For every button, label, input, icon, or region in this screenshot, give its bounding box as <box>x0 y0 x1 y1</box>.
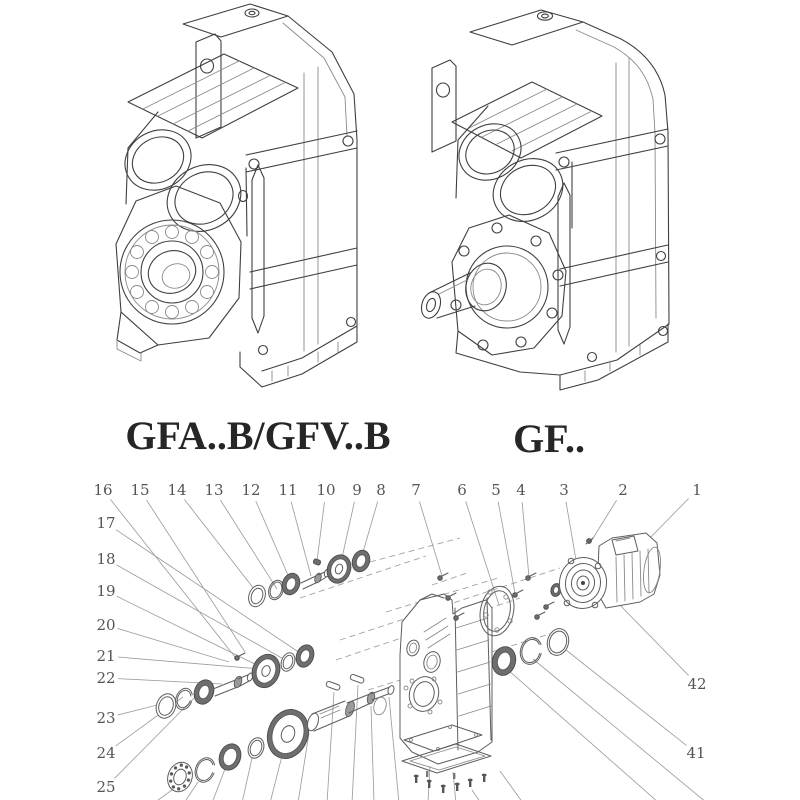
callout-number-10: 10 <box>316 481 336 499</box>
callout-number-3: 3 <box>559 481 569 499</box>
callout-number-42: 42 <box>687 675 707 693</box>
exploded-view <box>93 481 707 800</box>
leader-line-16 <box>110 499 235 657</box>
mounting-lug <box>432 60 456 152</box>
leader-line-41 <box>561 646 687 746</box>
leader-line-20 <box>117 628 229 662</box>
callout-number-7: 7 <box>411 481 421 499</box>
gearbox-drawing-gfab-gfv <box>114 4 357 387</box>
cutoff-leader-13 <box>500 771 523 800</box>
leader-line-10 <box>317 502 324 561</box>
filler-plug-icon <box>245 9 259 17</box>
callout-number-25: 25 <box>96 778 116 796</box>
callout-number-11: 11 <box>278 481 298 499</box>
end-cap-icon <box>246 583 269 609</box>
input-shaft-parts <box>246 548 373 609</box>
cover-bolts <box>414 771 487 793</box>
cutoff-leader-12 <box>472 790 481 800</box>
key-icon <box>326 681 341 691</box>
bearing-boss <box>116 186 241 345</box>
callout-number-20: 20 <box>96 616 116 634</box>
housing-body <box>400 594 492 764</box>
leader-line-18 <box>116 565 287 661</box>
cutoff-leader-0 <box>154 790 172 800</box>
cutoff-leader-8 <box>371 706 374 800</box>
model-label-right: GF.. <box>513 416 585 461</box>
cutoff-leader-9 <box>389 697 399 800</box>
gear-bore <box>155 152 252 244</box>
leader-line-5 <box>498 502 515 593</box>
key-icon <box>313 558 321 565</box>
hollow-shaft-bore <box>142 244 201 300</box>
callout-number-22: 22 <box>96 669 116 687</box>
ribbed-face <box>452 82 602 158</box>
output-flange <box>452 215 566 355</box>
callout-number-17: 17 <box>96 514 116 532</box>
flange-bolt-holes <box>451 223 563 350</box>
leader-line-11 <box>291 502 311 576</box>
callout-number-1: 1 <box>692 481 702 499</box>
callout-number-9: 9 <box>352 481 362 499</box>
shaft-hub <box>460 259 511 316</box>
top-flange <box>183 4 288 37</box>
cutoff-leader-3 <box>242 758 252 800</box>
callout-number-24: 24 <box>96 744 116 762</box>
leader-line-2 <box>590 500 617 543</box>
leader-line-42 <box>612 597 689 675</box>
leader-line-4 <box>522 502 529 577</box>
output-shaft-end <box>418 289 443 320</box>
gear-bore <box>449 113 531 191</box>
housing-exploded <box>400 594 492 764</box>
bolt-icon <box>235 656 240 661</box>
callout-number-21: 21 <box>96 647 116 665</box>
cutoff-leader-15 <box>507 669 659 800</box>
washer-icon <box>279 651 298 673</box>
callout-number-19: 19 <box>96 582 116 600</box>
key-icon <box>350 674 365 684</box>
leader-line-6 <box>466 501 499 605</box>
leader-line-13 <box>220 500 277 589</box>
callout-number-18: 18 <box>96 550 116 568</box>
bearing-rollers-icon <box>126 226 219 319</box>
callout-number-5: 5 <box>491 481 501 499</box>
motor <box>556 533 663 612</box>
callout-number-6: 6 <box>457 481 467 499</box>
cutoff-leader-4 <box>270 752 283 800</box>
leader-line-7 <box>419 501 442 576</box>
leader-line-3 <box>566 502 577 566</box>
callout-number-2: 2 <box>618 481 628 499</box>
spacer-ring-icon <box>245 736 266 761</box>
leader-line-14 <box>184 499 258 594</box>
callout-number-23: 23 <box>96 709 116 727</box>
callout-number-4: 4 <box>516 481 526 499</box>
front-rib <box>558 183 570 344</box>
leader-line-1 <box>645 499 689 543</box>
motor-body <box>597 533 660 608</box>
callout-number-15: 15 <box>130 481 150 499</box>
callout-number-16: 16 <box>93 481 113 499</box>
callout-numbers <box>93 481 706 796</box>
callout-number-12: 12 <box>241 481 261 499</box>
filler-plug-icon <box>538 12 553 20</box>
callout-number-41: 41 <box>686 744 706 762</box>
top-flange <box>470 10 583 45</box>
front-rib <box>252 165 264 333</box>
callout-number-14: 14 <box>167 481 187 499</box>
callout-number-13: 13 <box>204 481 224 499</box>
model-label-left: GFA..B/GFV..B <box>125 413 391 458</box>
leader-line-12 <box>256 501 291 582</box>
gearbox-drawing-gf <box>418 10 669 390</box>
cutoff-leader-14 <box>533 659 707 800</box>
callout-number-8: 8 <box>376 481 386 499</box>
